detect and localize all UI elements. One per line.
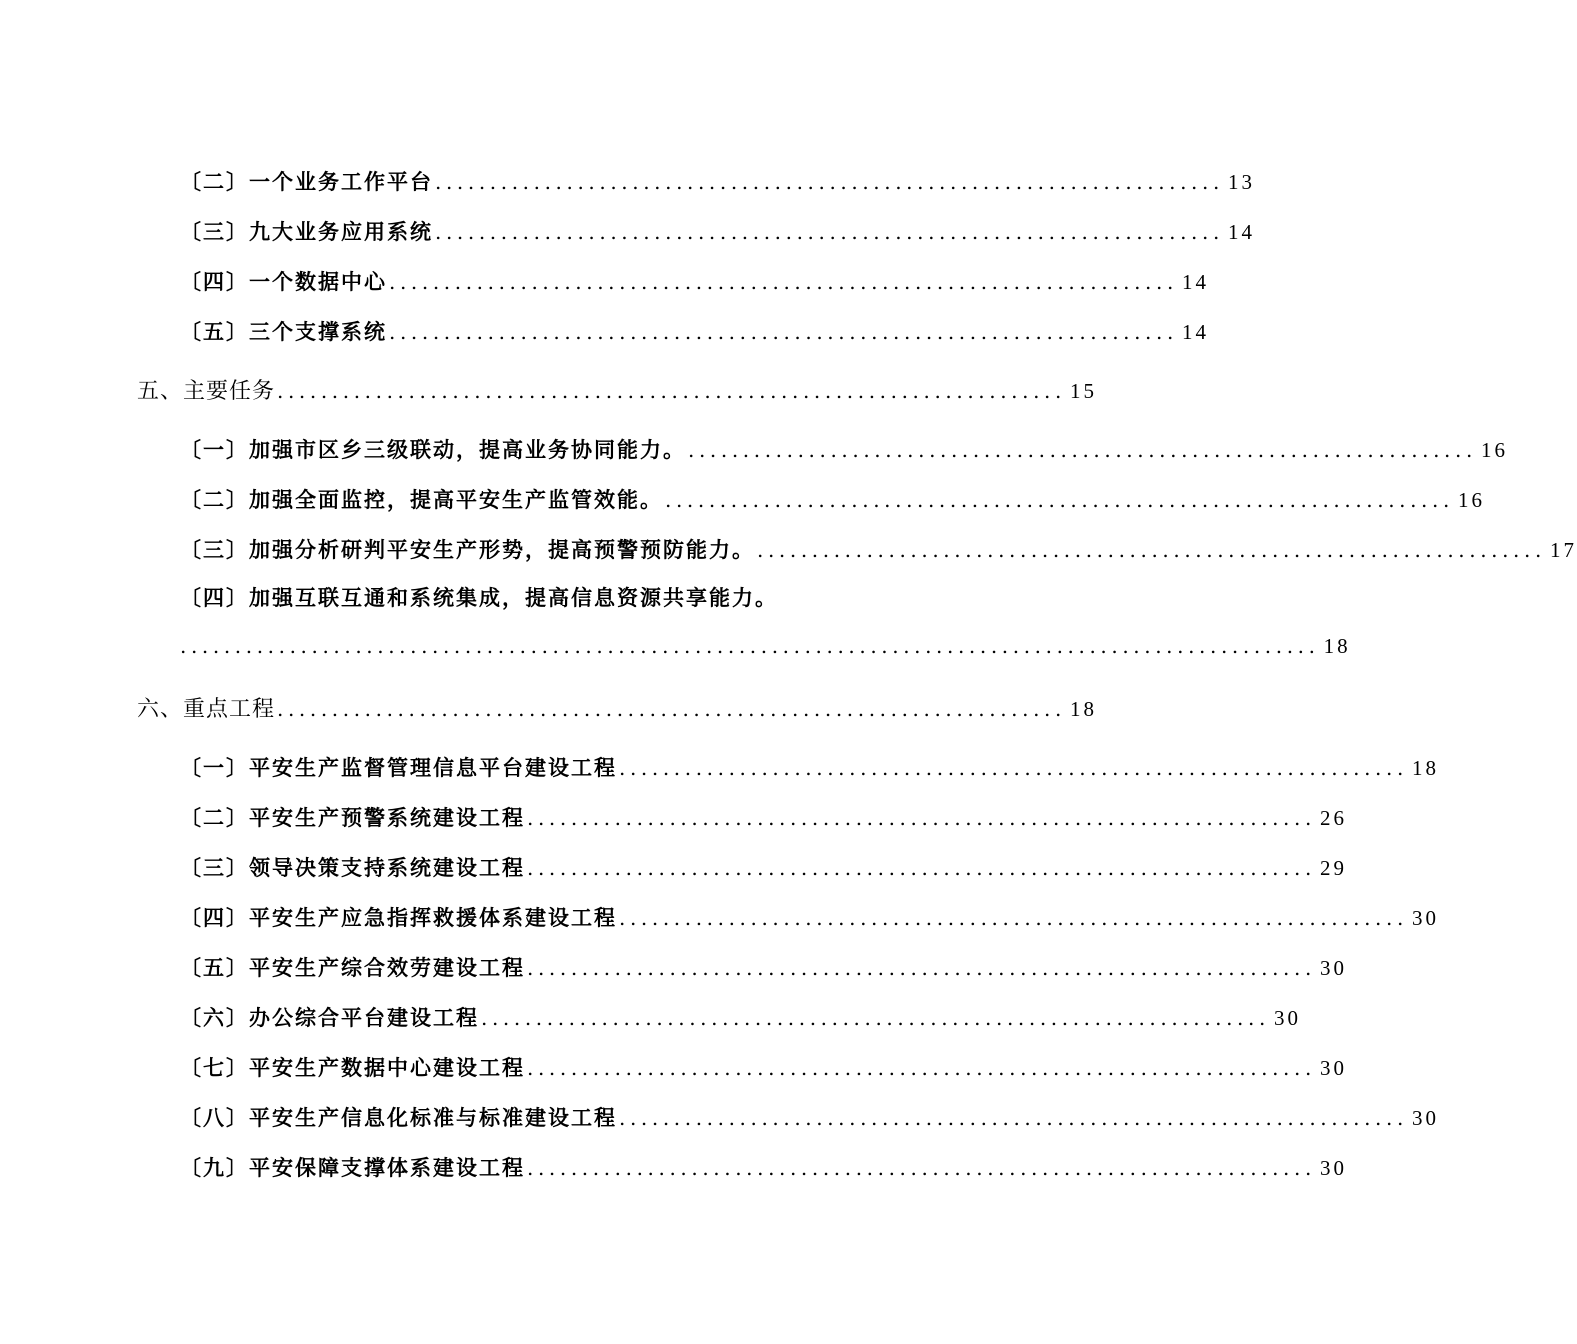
toc-entry-label: 五、主要任务 bbox=[137, 379, 276, 404]
toc-entry-label: 〔五〕三个支撑系统 bbox=[180, 319, 387, 344]
toc-entry-page: 30 bbox=[1319, 1156, 1347, 1180]
toc-leader-dots: ........................................................................ bbox=[688, 438, 1477, 462]
toc-entry-label: 〔一〕平安生产监督管理信息平台建设工程 bbox=[180, 755, 617, 780]
toc-entry-label: 〔三〕九大业务应用系统 bbox=[180, 219, 433, 244]
toc-leader-dots: ........................................................................ bbox=[527, 856, 1316, 880]
toc-entry-label: 〔二〕加强全面监控，提高平安生产监管效能。 bbox=[180, 487, 663, 512]
toc-entry-label: 〔三〕加强分析研判平安生产形势，提高预警预防能力。 bbox=[180, 537, 755, 562]
toc-entry-page: 16 bbox=[1457, 488, 1485, 512]
toc-entry[interactable] bbox=[180, 1052, 1347, 1082]
toc-entry-page: 17 bbox=[1549, 538, 1577, 562]
toc-leader-dots: ........................................................................ bbox=[277, 379, 1066, 403]
toc-leader-dots: ........................................................................ bbox=[757, 538, 1546, 562]
toc-entry-label-wrapped[interactable]: 〔四〕加强互联互通和系统集成，提高信息资源共享能力。 bbox=[180, 585, 778, 610]
toc-leader-dots: ........................................................................ bbox=[527, 1056, 1316, 1080]
toc-leader-dots: ........................................................................ bbox=[389, 320, 1178, 344]
toc-entry-page: 14 bbox=[1181, 270, 1209, 294]
toc-entry-page: 30 bbox=[1411, 906, 1439, 930]
toc-entry-label: 〔三〕领导决策支持系统建设工程 bbox=[180, 855, 525, 880]
toc-leader-dots: ........................................................................ bbox=[619, 906, 1408, 930]
toc-entry[interactable] bbox=[180, 534, 1577, 564]
toc-entry[interactable] bbox=[180, 216, 1255, 246]
toc-entry-page: 13 bbox=[1227, 170, 1255, 194]
toc-entry-page: 30 bbox=[1319, 956, 1347, 980]
toc-entry-page: 16 bbox=[1480, 438, 1508, 462]
toc-entry-page: 30 bbox=[1273, 1006, 1301, 1030]
toc-entry-page: 18 bbox=[1323, 634, 1351, 658]
toc-entry-label: 〔九〕平安保障支撑体系建设工程 bbox=[180, 1155, 525, 1180]
toc-leader-dots: ........................................................................ bbox=[435, 220, 1224, 244]
toc-leader-dots: ........................................................................ bbox=[481, 1006, 1270, 1030]
toc-entry[interactable] bbox=[180, 166, 1255, 196]
toc-leader-dots: ........................................................................ bbox=[527, 1156, 1316, 1180]
toc-entry[interactable] bbox=[180, 1002, 1301, 1032]
toc-entry[interactable] bbox=[180, 902, 1439, 932]
toc-leader-dots: ........................................................................ bbox=[527, 806, 1316, 830]
toc-leader-dots: ........................................................................ bbox=[619, 1106, 1408, 1130]
toc-leader-dots: ........................................................................ bbox=[277, 697, 1066, 721]
toc-leader-dots: ........................................................................................................ bbox=[180, 634, 1320, 658]
toc-entry[interactable] bbox=[180, 1102, 1439, 1132]
toc-entry[interactable] bbox=[180, 802, 1347, 832]
toc-entry-page: 15 bbox=[1069, 379, 1097, 403]
toc-entry-label: 〔五〕平安生产综合效劳建设工程 bbox=[180, 955, 525, 980]
toc-entry[interactable] bbox=[180, 434, 1508, 464]
toc-entry-continuation[interactable] bbox=[180, 634, 1351, 659]
toc-entry[interactable] bbox=[180, 852, 1347, 882]
toc-entry-label: 〔八〕平安生产信息化标准与标准建设工程 bbox=[180, 1105, 617, 1130]
toc-entry[interactable] bbox=[180, 266, 1209, 296]
toc-entry-page: 14 bbox=[1181, 320, 1209, 344]
toc-entry[interactable] bbox=[180, 484, 1485, 514]
toc-entry-page: 26 bbox=[1319, 806, 1347, 830]
toc-entry[interactable] bbox=[180, 952, 1347, 982]
toc-entry-page: 14 bbox=[1227, 220, 1255, 244]
toc-entry-label: 〔一〕加强市区乡三级联动，提高业务协同能力。 bbox=[180, 437, 686, 462]
toc-leader-dots: ........................................................................ bbox=[527, 956, 1316, 980]
toc-entry[interactable] bbox=[180, 752, 1439, 782]
toc-entry-page: 30 bbox=[1411, 1106, 1439, 1130]
toc-entry-label: 〔四〕一个数据中心 bbox=[180, 269, 387, 294]
toc-entry-label: 〔六〕办公综合平台建设工程 bbox=[180, 1005, 479, 1030]
toc-entry-page: 30 bbox=[1319, 1056, 1347, 1080]
toc-entry-page: 29 bbox=[1319, 856, 1347, 880]
toc-entry-label: 〔二〕一个业务工作平台 bbox=[180, 169, 433, 194]
toc-leader-dots: ........................................................................ bbox=[389, 270, 1178, 294]
toc-entry-page: 18 bbox=[1069, 697, 1097, 721]
toc-entry-label: 〔四〕平安生产应急指挥救援体系建设工程 bbox=[180, 905, 617, 930]
toc-section-entry[interactable] bbox=[137, 374, 1097, 405]
toc-leader-dots: ........................................................................ bbox=[665, 488, 1454, 512]
toc-leader-dots: ........................................................................ bbox=[619, 756, 1408, 780]
toc-entry-page: 18 bbox=[1411, 756, 1439, 780]
toc-section-entry[interactable] bbox=[137, 692, 1097, 723]
toc-entry-label: 〔二〕平安生产预警系统建设工程 bbox=[180, 805, 525, 830]
toc-entry[interactable] bbox=[180, 1152, 1347, 1182]
toc-entry-label: 〔七〕平安生产数据中心建设工程 bbox=[180, 1055, 525, 1080]
toc-entry-label: 六、重点工程 bbox=[137, 697, 276, 722]
toc-entry[interactable] bbox=[180, 316, 1209, 346]
toc-leader-dots: ........................................................................ bbox=[435, 170, 1224, 194]
